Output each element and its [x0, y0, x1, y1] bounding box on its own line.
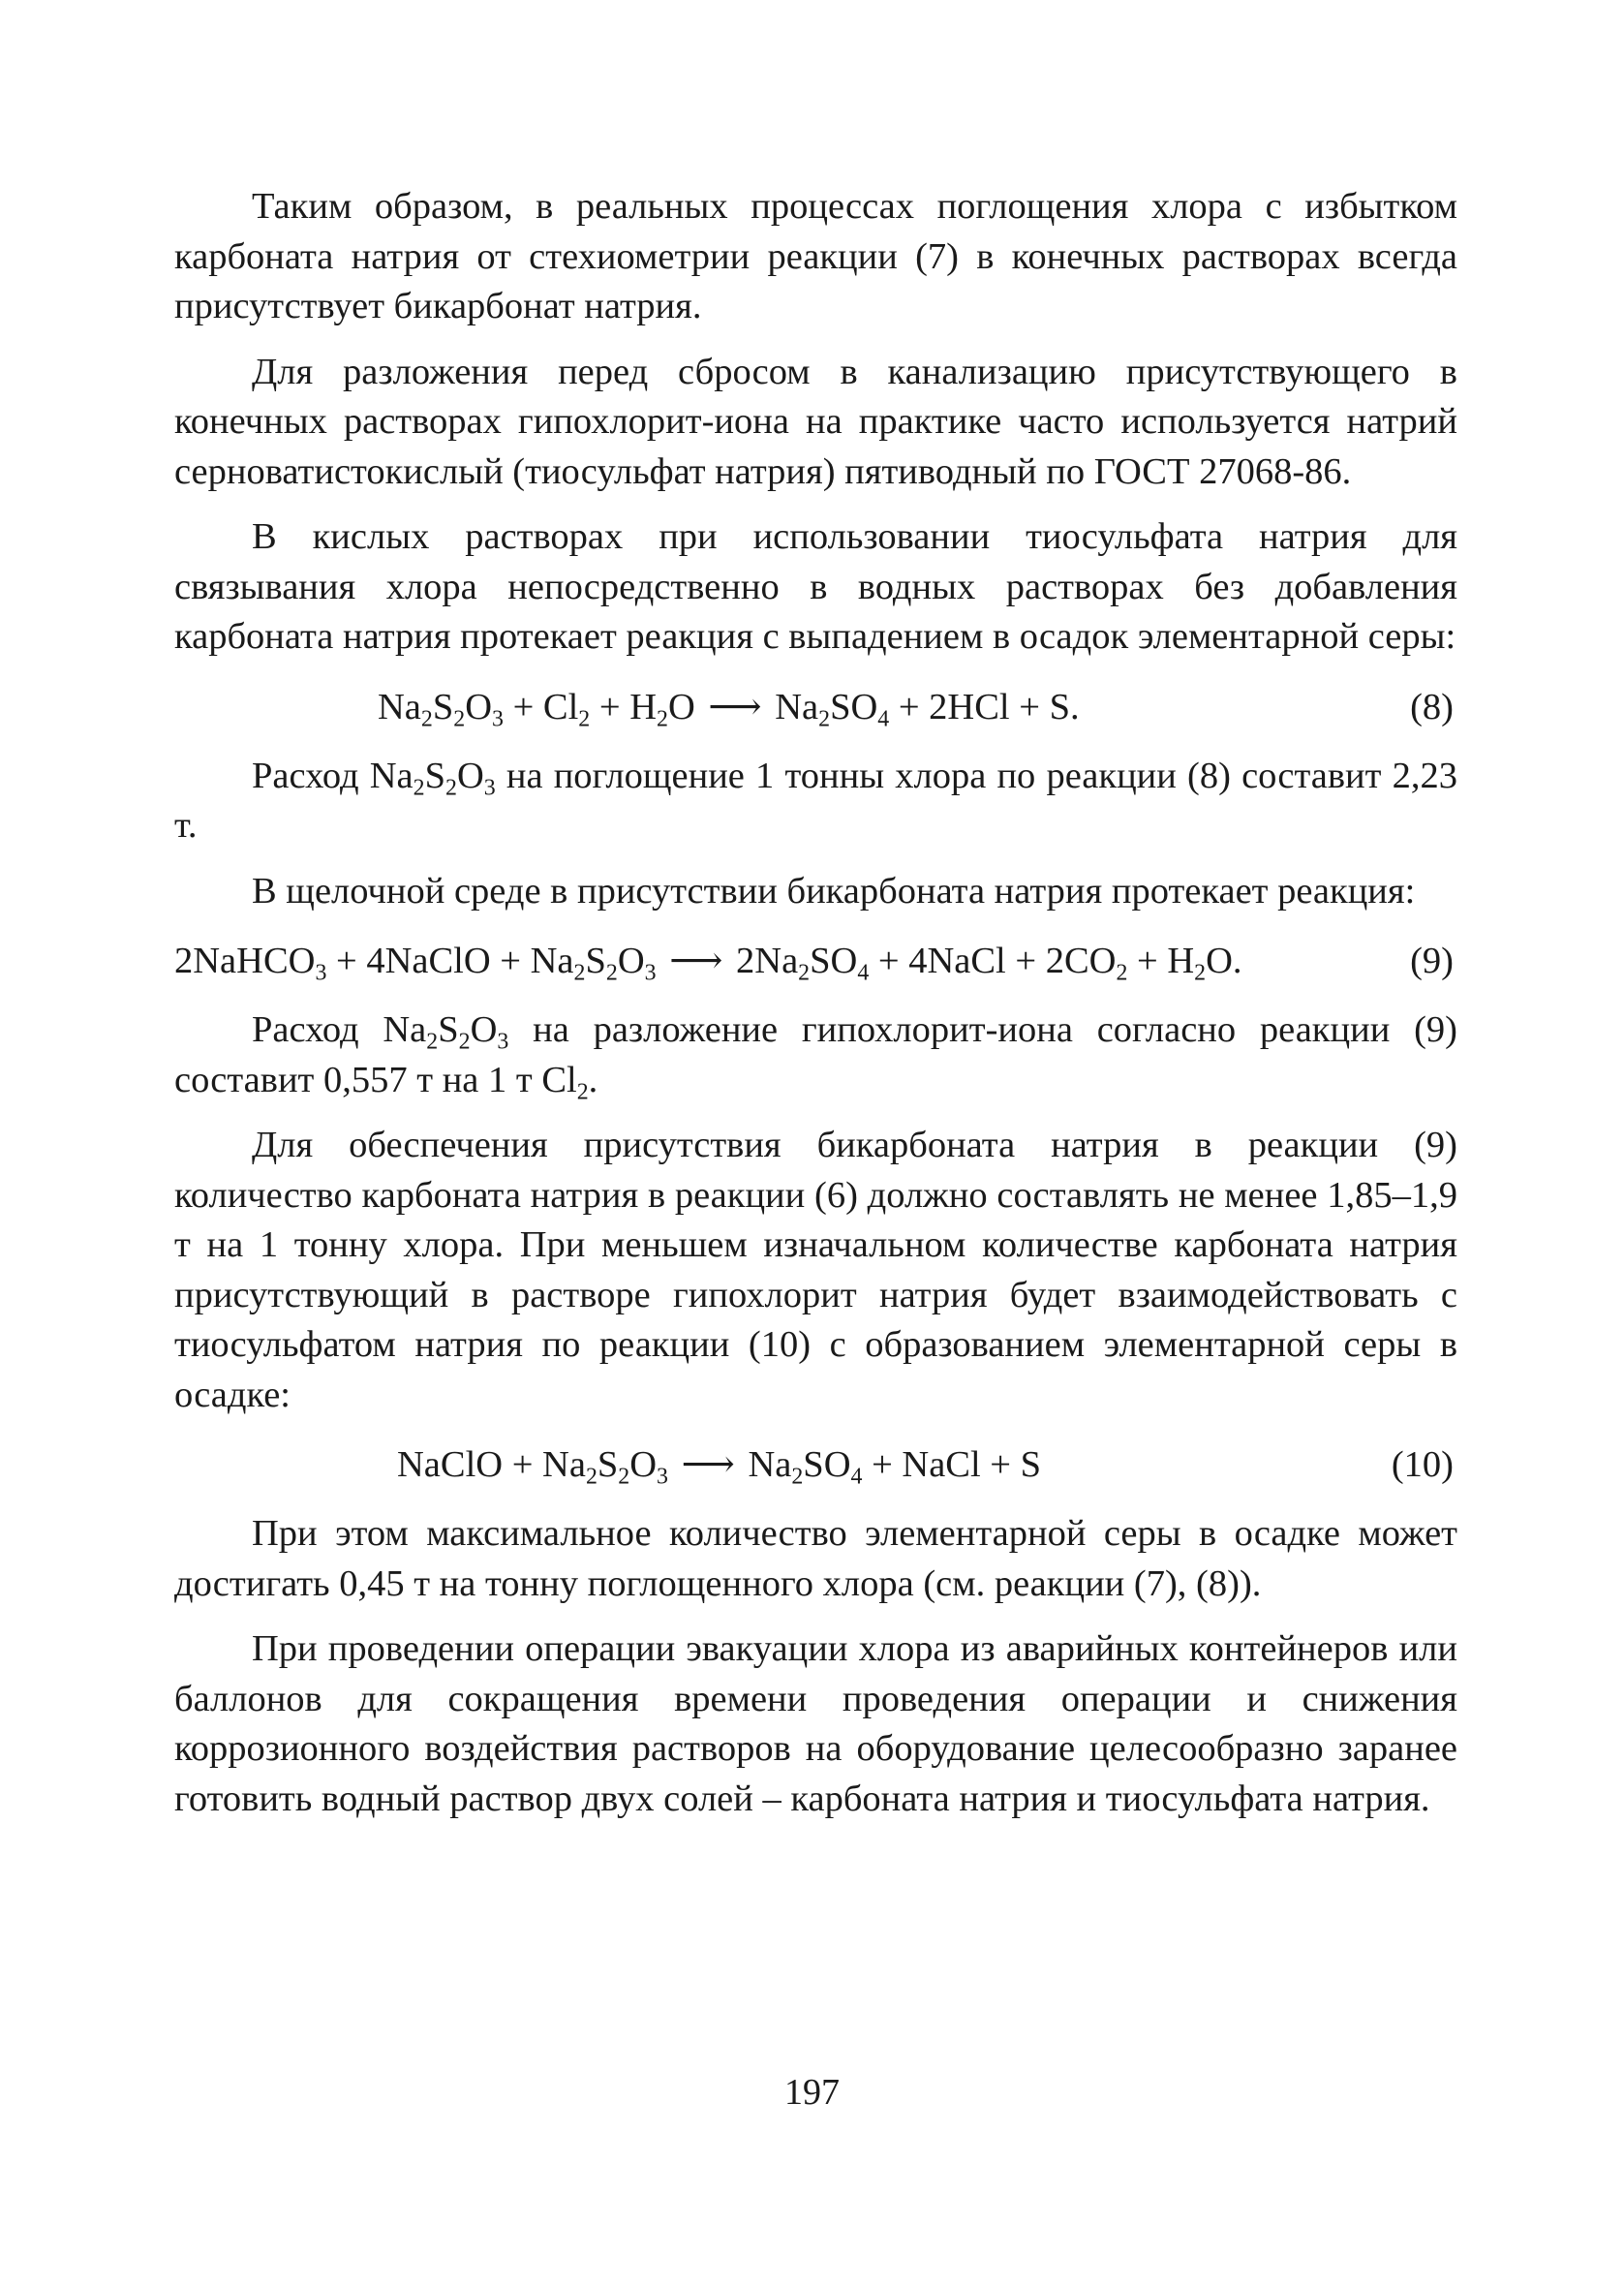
- paragraph-4: Расход $Na_2S_2O_3$ на поглощение 1 тонны хлора по реакции (8) составит 2,23 т.: [174, 755, 1457, 846]
- equation-10-formula: [397, 1436, 1041, 1494]
- reaction-arrow: ⟶: [708, 686, 762, 727]
- paragraph-9: При проведении операции эвакуации хлора из аварийных контейнеров или баллонов для сокращения времени проведения операции и снижения коррозионного воздействия растворов на оборудование целесообразно заранее готовить водный раствор двух солей – карбоната натрия и тиосульфата натрия.: [174, 1628, 1457, 1819]
- equation-9-formula: [174, 932, 1242, 990]
- paragraph-2: Для разложения перед сбросом в канализацию присутствующего в конечных растворах гипохлорит-иона на практике часто используется натрий серноватистокислый (тиосульфат натрия) пятиводный по ГОСТ 27068-86.: [174, 351, 1457, 492]
- paragraph-5: В щелочной среде в присутствии бикарбоната натрия протекает реакция:: [252, 870, 1416, 912]
- chlorine-formula: $Cl_2$: [541, 1059, 589, 1105]
- equation-8-number: (8): [1410, 686, 1454, 727]
- equation-8: [174, 678, 1457, 736]
- reaction-arrow: ⟶: [669, 941, 723, 981]
- equation-10: [174, 1436, 1457, 1494]
- thiosulfate-formula: $Na_2S_2O_3$: [383, 1009, 509, 1055]
- paragraph-7: Для обеспечения присутствия бикарбоната натрия в реакции (9) количество карбоната натрия в реакции (6) должно составлять не менее 1,85–1,9 т на 1 тонну хлора. При меньшем изначальном количестве карбоната натрия присутствующий в растворе гипохлорит натрия будет взаимодействовать с тиосульфатом натрия по реакции (10) с образованием элементарной серы в осадке:: [174, 1125, 1457, 1415]
- equation-9-right: $2Na_2SO_4$ + 4NaCl + $2CO_2 + H_2O$.: [736, 941, 1242, 986]
- equation-9-number: (9): [1410, 941, 1454, 981]
- thiosulfate-formula: $Na_2S_2O_3$: [369, 755, 496, 801]
- page-body: [174, 182, 1457, 1840]
- equation-8-right: $Na_2SO_4 + 2HCl + S$.: [775, 686, 1080, 732]
- equation-10-number: (10): [1391, 1444, 1454, 1485]
- equation-8-left: $Na_2S_2O_3 + Cl_2 + H_2O$: [378, 686, 695, 732]
- equation-10-left: NaClO + $Na_2S_2O_3$: [397, 1444, 668, 1490]
- paragraph-1: Таким образом, в реальных процессах поглощения хлора с избытком карбоната натрия от стехиометрии реакции (7) в конечных растворах всегда присутствует бикарбонат натрия.: [174, 186, 1457, 326]
- paragraph-6: Расход $Na_2S_2O_3$ на разложение гипохлорит-иона согласно реакции (9) составит 0,557 т на 1 т $Cl_2$.: [174, 1009, 1457, 1105]
- paragraph-3: В кислых растворах при использовании тиосульфата натрия для связывания хлора непосредственно в водных растворах без добавления карбоната натрия протекает реакция с выпадением в осадок элементарной серы:: [174, 516, 1457, 657]
- equation-9-left: 2NaHCO$_3$ + 4NaClO + $Na_2S_2O_3$: [174, 941, 657, 986]
- equation-8-formula: [378, 678, 1080, 736]
- reaction-arrow: ⟶: [681, 1444, 735, 1485]
- equation-10-right: $Na_2SO_4$ + NaCl + S: [748, 1444, 1042, 1490]
- page-number: 197: [784, 2072, 840, 2113]
- equation-9: [174, 932, 1457, 990]
- paragraph-8: При этом максимальное количество элементарной серы в осадке может достигать 0,45 т на тонну поглощенного хлора (см. реакции (7), (8)).: [174, 1513, 1457, 1604]
